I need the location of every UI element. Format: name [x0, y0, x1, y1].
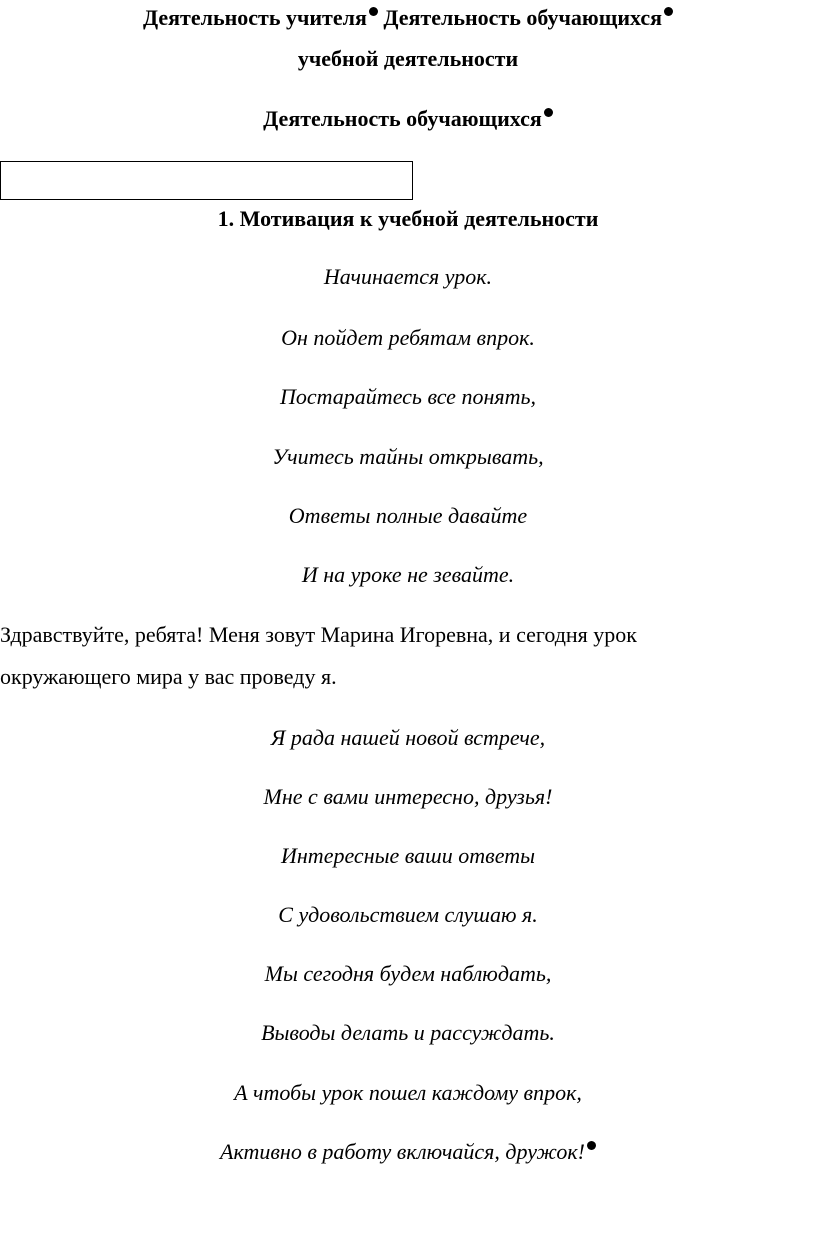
students-activity-label: Деятельность обучающихся — [377, 5, 663, 30]
poem1-line-2: Он пойдет ребятам впрок. — [281, 325, 535, 350]
poem1-line-1: Начинается урок. — [323, 264, 493, 289]
poem1-line-6: И на уроке не зевайте. — [301, 562, 515, 587]
poem2-line-4: С удовольствием слушаю я. — [278, 902, 538, 927]
poem2-line-1: Я рада нашей новой встрече, — [270, 725, 546, 750]
greeting-line-1: Здравствуйте, ребята! Меня зовут Марина Игоревна, и сегодня урок — [0, 622, 637, 647]
bullet-icon — [544, 108, 553, 117]
empty-table-cell — [0, 161, 413, 200]
header-line-1 — [0, 7, 816, 29]
poem2-line-7: А чтобы урок пошел каждому впрок, — [234, 1080, 582, 1105]
header-line-2: учебной деятельности — [297, 46, 519, 71]
greeting-line-2: окружающего мира у вас проведу я. — [0, 664, 337, 689]
poem2-line-6: Выводы делать и рассуждать. — [261, 1020, 555, 1045]
bullet-icon — [369, 7, 378, 16]
poem2-last-line-text: Активно в работу включайся, дружок! — [220, 1139, 585, 1164]
header-line-3 — [0, 108, 816, 130]
students-activity-label-2: Деятельность обучающихся — [263, 106, 542, 131]
teacher-activity-label: Деятельность учителя — [142, 5, 367, 30]
poem1-line-3: Постарайтесь все понять, — [280, 384, 536, 409]
poem1-line-4: Учитесь тайны открывать, — [272, 444, 544, 469]
poem2-line-3: Интересные ваши ответы — [281, 843, 535, 868]
section-heading: 1. Мотивация к учебной деятельности — [217, 206, 599, 231]
poem2-line-5: Мы сегодня будем наблюдать, — [264, 961, 552, 986]
poem1-line-5: Ответы полные давайте — [288, 503, 528, 528]
bullet-icon — [587, 1141, 596, 1150]
poem2-line-2: Мне с вами интересно, друзья! — [263, 784, 553, 809]
poem2-line-8 — [0, 1141, 816, 1163]
bullet-icon — [664, 7, 673, 16]
